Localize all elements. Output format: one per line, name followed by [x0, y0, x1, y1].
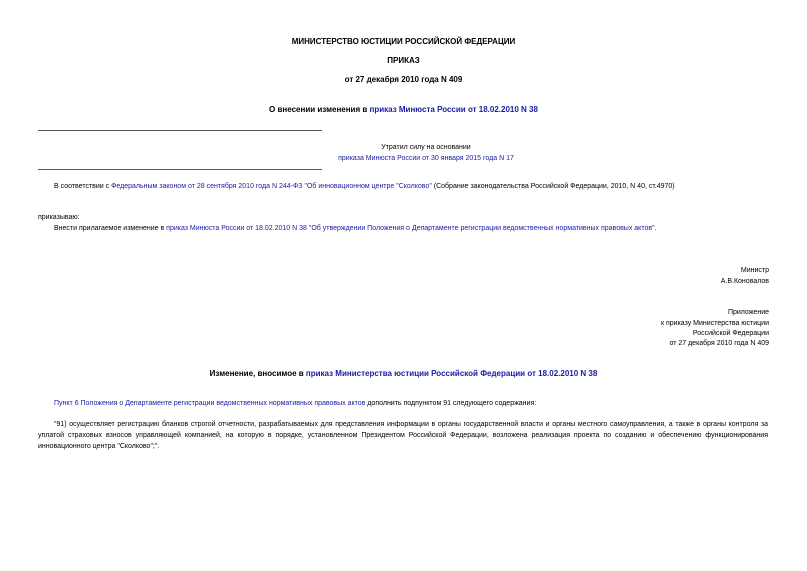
divider-bottom: [38, 169, 322, 170]
validity-note: Утратил силу на основании: [381, 144, 471, 151]
validity-link[interactable]: приказа Минюста России от 30 января 2015 года N 17: [338, 155, 514, 162]
order-item-suffix: .: [654, 225, 657, 232]
order-item-prefix: Внести прилагаемое изменение в: [54, 225, 167, 232]
change-title-link[interactable]: приказ Министерства юстиции Российской Федерации от 18.02.2010 N 38: [305, 369, 598, 378]
ministry-heading: МИНИСТЕРСТВО ЮСТИЦИИ РОССИЙСКОЙ ФЕДЕРАЦИИ: [291, 37, 516, 46]
order-item: [54, 223, 657, 234]
appendix-line-2: к приказу Министерства юстиции: [660, 320, 769, 327]
order-subject-link[interactable]: приказ Минюста России от 18.02.2010 N 38: [369, 105, 538, 114]
appendix-line-3: Российской Федерации: [692, 330, 769, 337]
order-heading: ПРИКАЗ: [387, 56, 420, 65]
change-point-suffix: дополнить подпунктом 91 следующего содержания:: [365, 400, 537, 407]
order-date: от 27 декабря 2010 года N 409: [344, 75, 463, 84]
order-item-link[interactable]: приказ Минюста России от 18.02.2010 N 38 "Об утверждении Положения о Департаменте регистрации ведомственных нормативных правовых актов": [166, 225, 655, 232]
change-title-prefix: Изменение, вносимое в: [209, 369, 306, 378]
change-title: [0, 368, 807, 379]
basis-suffix: (Собрание законодательства Российской Федерации, 2010, N 40, ст.4970): [431, 183, 675, 190]
change-point: [54, 398, 536, 409]
signature-title: Министр: [740, 267, 769, 274]
divider-top: [38, 130, 322, 131]
order-subject-prefix: О внесении изменения в: [269, 105, 370, 114]
order-subject: [0, 104, 807, 115]
change-point-link[interactable]: Пункт 6 Положения о Департаменте регистрации ведомственных нормативных правовых актов: [54, 400, 366, 407]
prikazyvayu-text: приказываю:: [38, 214, 80, 221]
signature-name: А.В.Коновалов: [720, 278, 769, 285]
appendix-line-1: Приложение: [727, 309, 769, 316]
basis-prefix: В соответствии с: [54, 183, 112, 190]
basis-law-link[interactable]: Федеральным законом от 28 сентября 2010 года N 244-ФЗ "Об инновационном центре "Сколково": [111, 183, 432, 190]
appendix-line-4: от 27 декабря 2010 года N 409: [669, 340, 769, 347]
basis-paragraph: [54, 181, 675, 192]
change-quote: "91) осуществляет регистрацию бланков строгой отчетности, разрабатываемых для представления информации в органы государственной власти и органы местного самоуправления, а также в органы контроля за уплатой страховых взносов управляющей компанией, на которую в порядке, установленном Президентом Российской Федерации, возложена реализация проекта по созданию и обеспечению функционирования инновационного центра "Сколково";".: [38, 421, 768, 450]
